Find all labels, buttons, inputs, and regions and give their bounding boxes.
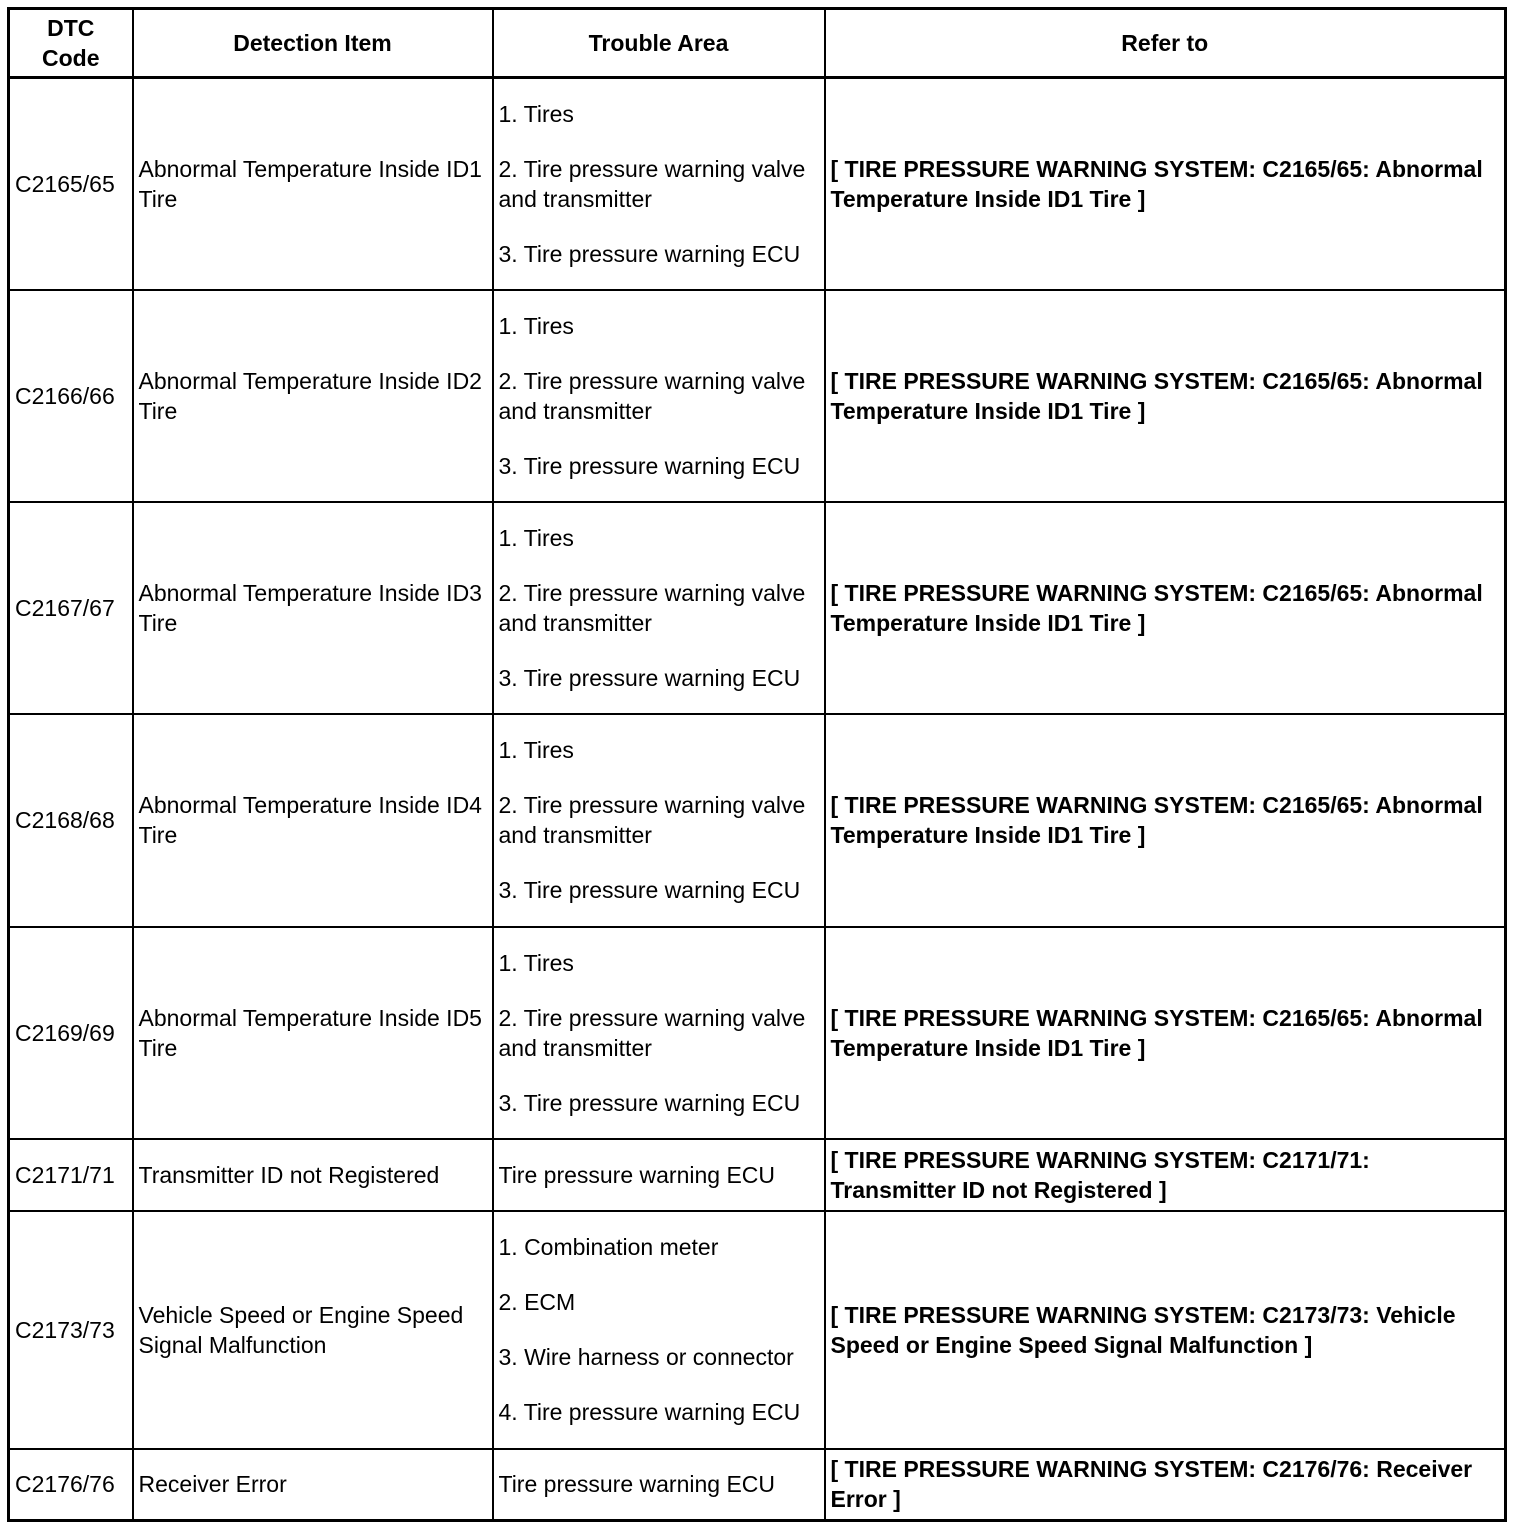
table-row	[9, 714, 1506, 927]
table-row	[9, 927, 1506, 1139]
detection-item-cell: Abnormal Temperature Inside ID2 Tire	[133, 290, 493, 502]
header-row	[9, 9, 1506, 78]
header-dtc-code-line2: Code	[42, 45, 100, 71]
trouble-area-item: 1. Combination meter	[498, 1234, 719, 1260]
trouble-area-item: 2. Tire pressure warning valve and transmitter	[498, 367, 806, 424]
table-row	[9, 78, 1506, 290]
trouble-area-item: 1. Tires	[498, 100, 574, 127]
trouble-area-item: 2. Tire pressure warning valve and transmitter	[498, 792, 806, 848]
refer-to-cell: [ TIRE PRESSURE WARNING SYSTEM: C2165/65: Abnormal Temperature Inside ID1 Tire ]	[825, 78, 1506, 290]
dtc-code-cell: C2171/71	[9, 1139, 133, 1211]
dtc-code-cell: C2176/76	[9, 1449, 133, 1521]
refer-to-cell: [ TIRE PRESSURE WARNING SYSTEM: C2165/65: Abnormal Temperature Inside ID1 Tire ]	[825, 714, 1506, 927]
detection-item-cell: Abnormal Temperature Inside ID5 Tire	[133, 927, 493, 1139]
trouble-area-item: 2. Tire pressure warning valve and transmitter	[498, 1004, 806, 1061]
table-row	[9, 502, 1506, 714]
header-detection-item: Detection Item	[133, 9, 493, 78]
detection-item-cell: Abnormal Temperature Inside ID4 Tire	[133, 714, 493, 927]
refer-to-cell: [ TIRE PRESSURE WARNING SYSTEM: C2176/76: Receiver Error ]	[825, 1449, 1506, 1521]
trouble-area-cell	[493, 1139, 825, 1211]
refer-to-cell: [ TIRE PRESSURE WARNING SYSTEM: C2171/71: Transmitter ID not Registered ]	[825, 1139, 1506, 1211]
trouble-area-item: 1. Tires	[498, 524, 574, 551]
trouble-area-cell	[493, 290, 825, 502]
trouble-area-item: 3. Tire pressure warning ECU	[498, 664, 801, 691]
trouble-area-item: Tire pressure warning ECU	[498, 1471, 776, 1498]
trouble-area-cell	[493, 1449, 825, 1521]
trouble-area-item: 2. ECM	[498, 1289, 576, 1315]
refer-to-cell: [ TIRE PRESSURE WARNING SYSTEM: C2165/65: Abnormal Temperature Inside ID1 Tire ]	[825, 502, 1506, 714]
detection-item-cell: Abnormal Temperature Inside ID1 Tire	[133, 78, 493, 290]
table-row	[9, 1211, 1506, 1449]
trouble-area-item: 2. Tire pressure warning valve and transmitter	[498, 155, 806, 212]
trouble-area-item: Tire pressure warning ECU	[498, 1161, 776, 1188]
trouble-area-list	[499, 1160, 819, 1190]
trouble-area-item: 2. Tire pressure warning valve and transmitter	[498, 579, 806, 636]
trouble-area-item: 3. Wire harness or connector	[498, 1344, 794, 1370]
dtc-table	[7, 7, 1507, 1522]
trouble-area-list	[499, 948, 819, 1118]
trouble-area-cell	[493, 78, 825, 290]
dtc-code-cell: C2167/67	[9, 502, 133, 714]
trouble-area-item: 1. Tires	[498, 312, 574, 339]
detection-item-cell: Abnormal Temperature Inside ID3 Tire	[133, 502, 493, 714]
dtc-code-cell: C2168/68	[9, 714, 133, 927]
header-dtc-code-line1: DTC	[47, 15, 95, 41]
trouble-area-cell	[493, 1211, 825, 1449]
detection-item-cell: Transmitter ID not Registered	[133, 1139, 493, 1211]
detection-item-cell: Receiver Error	[133, 1449, 493, 1521]
trouble-area-item: 3. Tire pressure warning ECU	[498, 877, 801, 903]
refer-to-cell: [ TIRE PRESSURE WARNING SYSTEM: C2165/65: Abnormal Temperature Inside ID1 Tire ]	[825, 290, 1506, 502]
trouble-area-item: 4. Tire pressure warning ECU	[498, 1399, 801, 1425]
trouble-area-cell	[493, 714, 825, 927]
trouble-area-list	[499, 99, 819, 269]
header-trouble-area: Trouble Area	[493, 9, 825, 78]
dtc-code-cell: C2166/66	[9, 290, 133, 502]
header-dtc-code	[9, 9, 133, 78]
table-body	[9, 78, 1506, 1521]
trouble-area-item: 3. Tire pressure warning ECU	[498, 1089, 801, 1116]
trouble-area-cell	[493, 927, 825, 1139]
table-row	[9, 1449, 1506, 1521]
trouble-area-cell	[493, 502, 825, 714]
trouble-area-item: 1. Tires	[498, 737, 574, 763]
trouble-area-list	[499, 1469, 819, 1499]
refer-to-cell: [ TIRE PRESSURE WARNING SYSTEM: C2165/65: Abnormal Temperature Inside ID1 Tire ]	[825, 927, 1506, 1139]
table-header	[9, 9, 1506, 78]
dtc-code-cell: C2169/69	[9, 927, 133, 1139]
trouble-area-item: 1. Tires	[498, 949, 574, 976]
trouble-area-list	[499, 311, 819, 481]
dtc-code-cell: C2173/73	[9, 1211, 133, 1449]
trouble-area-list	[499, 735, 819, 905]
table-row	[9, 290, 1506, 502]
detection-item-cell: Vehicle Speed or Engine Speed Signal Malfunction	[133, 1211, 493, 1449]
trouble-area-item: 3. Tire pressure warning ECU	[498, 452, 801, 479]
trouble-area-list	[499, 1232, 819, 1427]
trouble-area-item: 3. Tire pressure warning ECU	[498, 240, 801, 267]
trouble-area-list	[499, 523, 819, 693]
header-refer-to: Refer to	[825, 9, 1506, 78]
dtc-code-cell: C2165/65	[9, 78, 133, 290]
refer-to-cell: [ TIRE PRESSURE WARNING SYSTEM: C2173/73: Vehicle Speed or Engine Speed Signal Malfunction ]	[825, 1211, 1506, 1449]
table-row	[9, 1139, 1506, 1211]
